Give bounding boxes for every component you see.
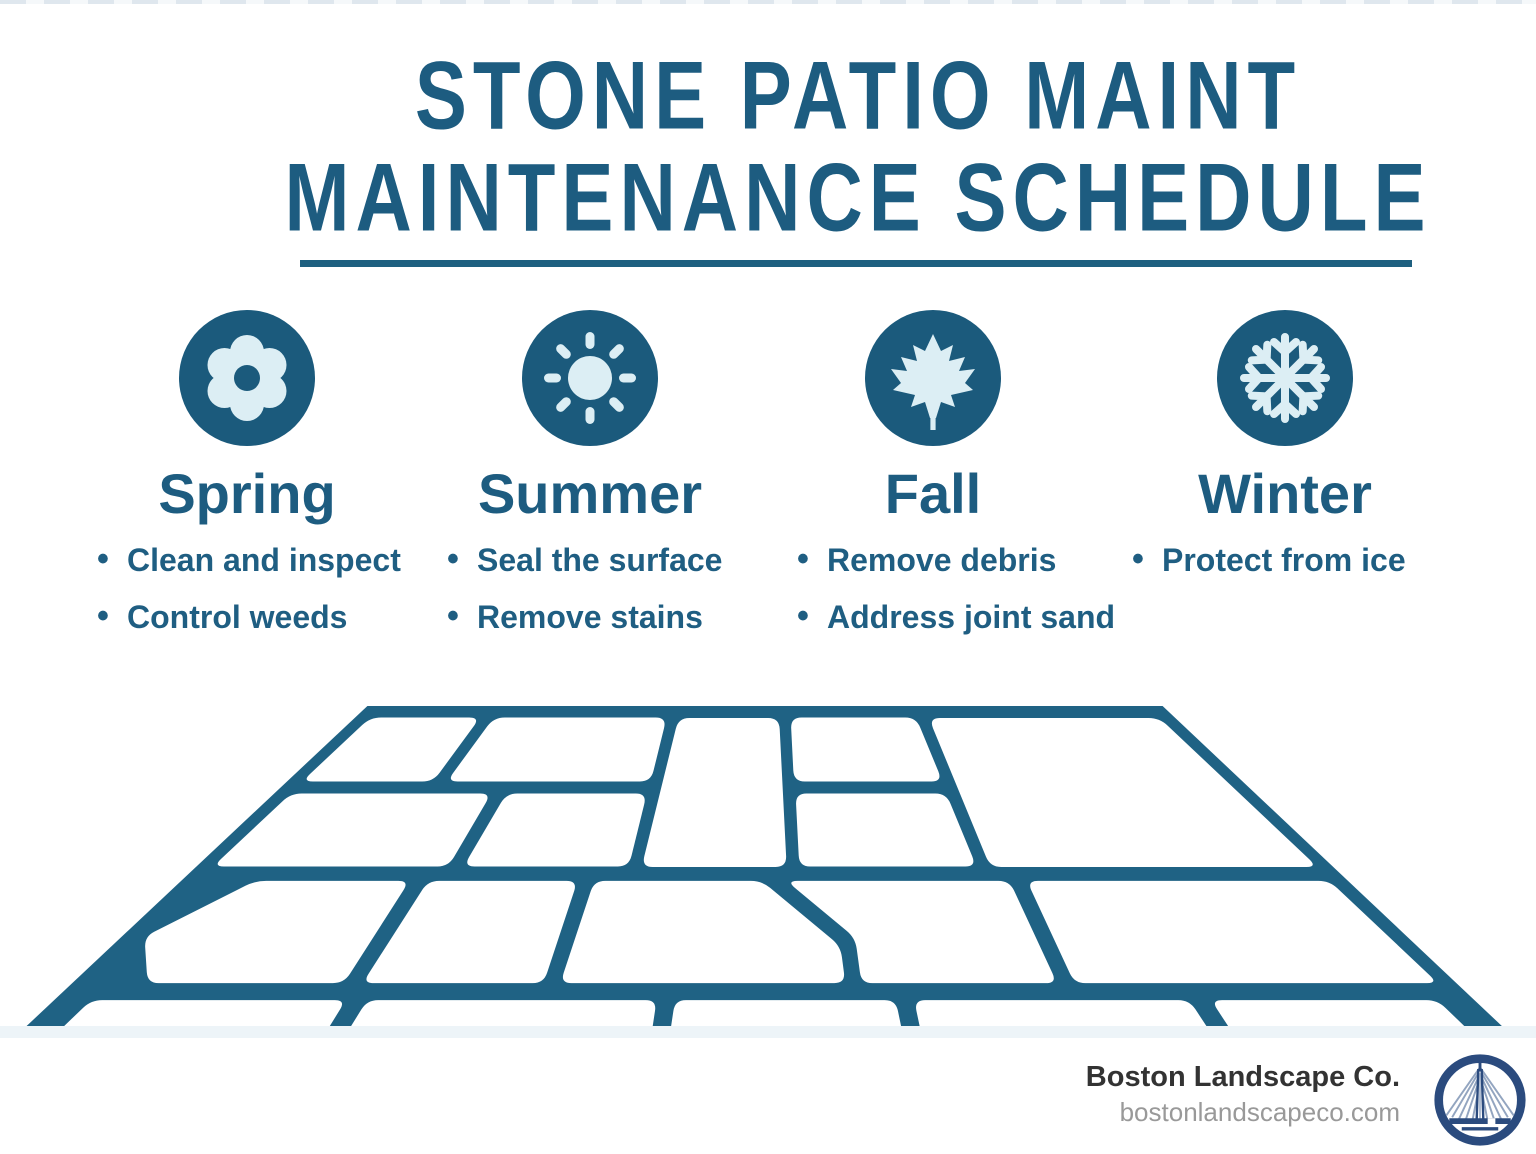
season-name-spring: Spring [158, 462, 336, 525]
maple-leaf-icon [863, 308, 1003, 448]
season-name-winter: Winter [1198, 462, 1372, 525]
season-column-summer [400, 308, 780, 656]
patio-illustration [0, 690, 1536, 1036]
flower-icon [177, 308, 317, 448]
top-decor-strip [0, 0, 1536, 4]
footer [1086, 1060, 1400, 1128]
task-list-winter [1132, 542, 1475, 578]
title-line-2: MAINTENANCE SCHEDULE [284, 142, 1432, 252]
snowflake-icon [1215, 308, 1355, 448]
page-title [170, 40, 1536, 252]
sun-icon [520, 308, 660, 448]
task-item: • Seal the surface [447, 542, 780, 578]
task-list-spring [97, 542, 437, 635]
season-name-fall: Fall [884, 462, 982, 525]
title-underline [300, 260, 1412, 267]
task-item: • Clean and inspect [97, 542, 437, 578]
task-item: • Remove debris [797, 542, 1123, 578]
bridge-logo-icon [1432, 1052, 1528, 1148]
season-column-winter [1095, 308, 1475, 599]
task-item: • Remove stains [447, 599, 780, 635]
season-column-fall [743, 308, 1123, 656]
patio-bottom-fade [0, 1026, 1536, 1038]
season-column-spring [57, 308, 437, 656]
task-list-summer [447, 542, 780, 635]
task-item: • Control weeds [97, 599, 437, 635]
season-name-summer: Summer [477, 462, 703, 525]
task-item: • Address joint sand [797, 599, 1123, 635]
company-website: bostonlandscapeco.com [1119, 1097, 1400, 1127]
task-list-fall [797, 542, 1123, 635]
task-item: • Protect from ice [1132, 542, 1475, 578]
title-line-1: STONE PATIO MAINT [414, 40, 1302, 150]
company-name: Boston Landscape Co. [1085, 1061, 1400, 1093]
